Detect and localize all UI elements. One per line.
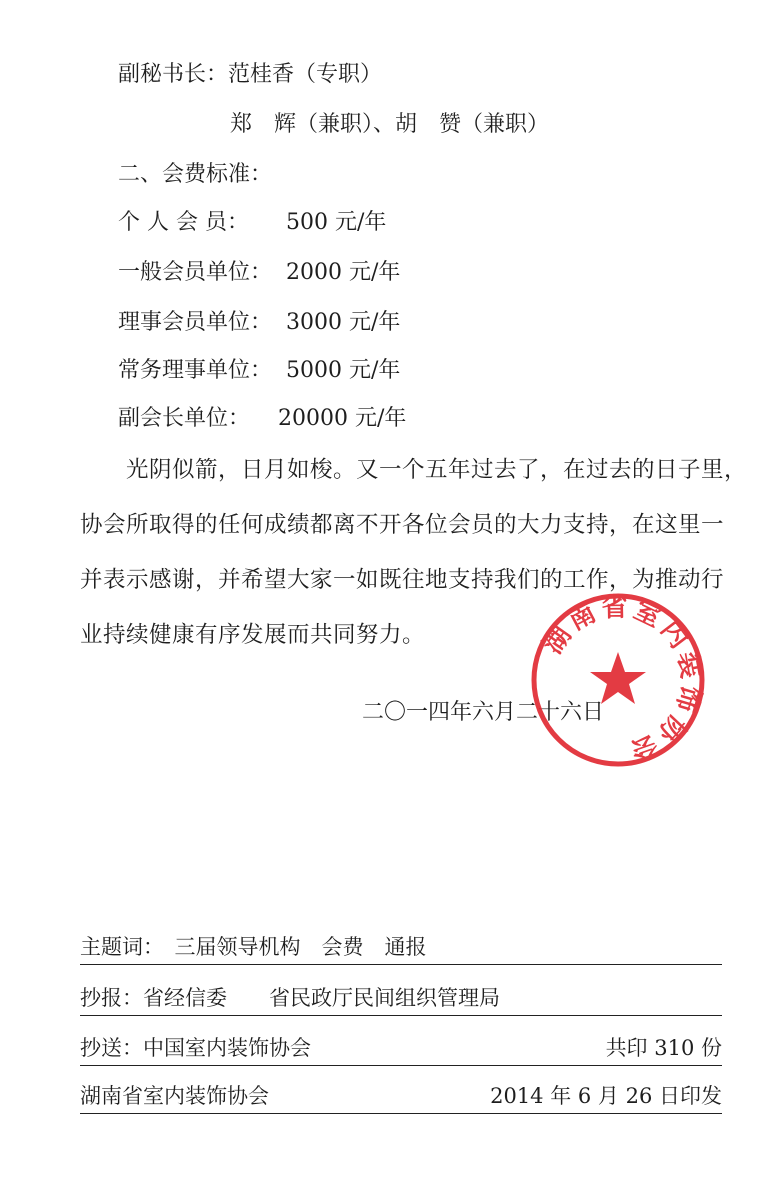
footer-issuer: 湖南省室内装饰协会 (80, 1084, 269, 1108)
fee-item-label: 一般会员单位： (118, 260, 273, 285)
closing-paragraph-line: 协会所取得的任何成绩都离不开各位会员的大力支持，在这里一 (80, 512, 725, 538)
deputy-secretary-general-others: 郑 辉（兼职）、胡 赞（兼职） (230, 112, 550, 137)
fee-item (118, 308, 400, 338)
deputy-secretary-general-name: 范桂香（专职） (228, 62, 383, 87)
closing-paragraph-line: 光阴似箭，日月如梭。又一个五年过去了，在过去的日子里， (80, 457, 748, 483)
closing-paragraph-line: 并表示感谢，并希望大家一如既往地支持我们的工作，为推动行 (80, 567, 725, 593)
footer-cc-report-row (80, 983, 722, 1016)
footer-print-count: 共印 310 份 (605, 1036, 722, 1060)
footer-issue-date: 2014 年 6 月 26 日印发 (490, 1084, 722, 1108)
fee-item-value: 20000 元/年 (278, 406, 407, 431)
document-date: 二〇一四年六月二十六日 (362, 700, 605, 725)
fee-item-value: 2000 元/年 (286, 260, 401, 285)
fee-item-value: 3000 元/年 (286, 310, 401, 335)
fee-item-label: 副会长单位： (118, 406, 251, 431)
deputy-secretary-general-label: 副秘书长： (118, 62, 229, 87)
fee-item-value: 500 元/年 (286, 210, 387, 235)
footer-issuer-row (80, 1081, 722, 1114)
seal-star-icon (590, 652, 646, 704)
seal-text: 湖南省室内装饰协会 (538, 592, 707, 767)
fee-item (118, 356, 400, 386)
deputy-secretary-general-line (118, 60, 382, 90)
fee-item (118, 404, 406, 434)
footer-subject-row (80, 932, 722, 965)
organization-seal (528, 590, 708, 770)
fee-item (118, 258, 400, 288)
footer-subject: 主题词： 三届领导机构 会费 通报 (80, 935, 427, 959)
fee-item-label: 个 人 会 员： (118, 210, 249, 235)
closing-paragraph-line: 业持续健康有序发展而共同努力。 (80, 622, 426, 648)
footer-cc-report: 抄报：省经信委 省民政厅民间组织管理局 (80, 986, 500, 1010)
fee-item-value: 5000 元/年 (286, 358, 401, 383)
fee-item-label: 常务理事单位： (118, 358, 273, 383)
fee-item-label: 理事会员单位： (118, 310, 273, 335)
footer-cc-send-row (80, 1033, 722, 1066)
fees-heading: 二、会费标准： (118, 162, 273, 187)
footer-cc-send: 抄送：中国室内装饰协会 (80, 1036, 311, 1060)
fee-item (118, 208, 386, 238)
